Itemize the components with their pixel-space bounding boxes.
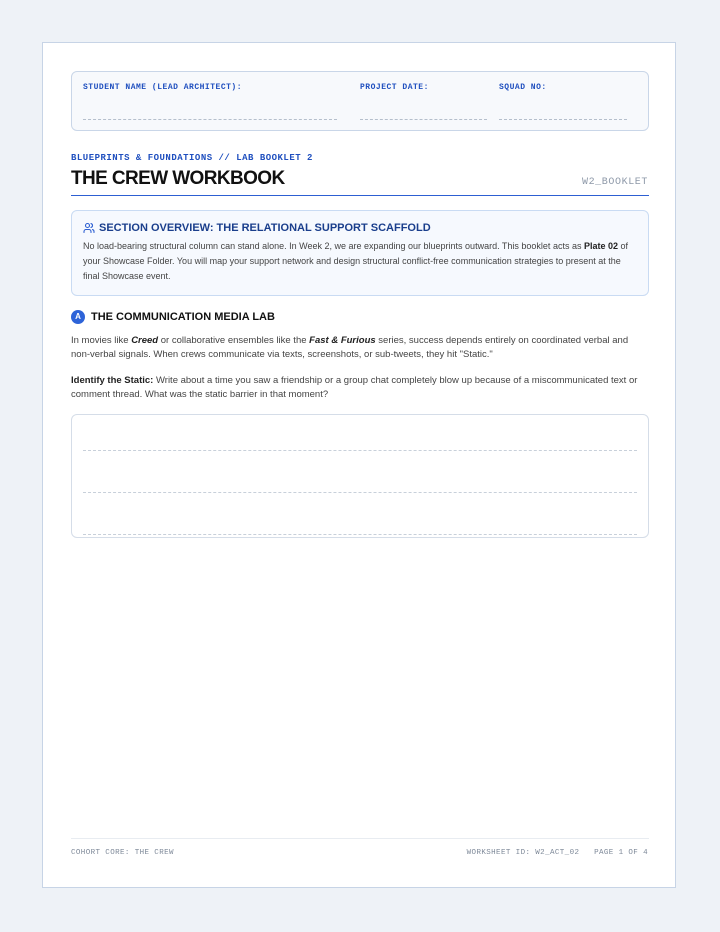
squad-no-field[interactable]: [499, 72, 627, 130]
page-number: PAGE 1 OF 4: [594, 849, 648, 857]
writing-line: [83, 534, 637, 535]
section-a-title: THE COMMUNICATION MEDIA LAB: [91, 311, 275, 323]
title-divider: [71, 195, 649, 196]
writing-line: [83, 492, 637, 493]
booklet-id: W2_BOOKLET: [581, 177, 648, 188]
squad-no-line: [499, 119, 627, 120]
section-badge: A: [71, 310, 85, 324]
worksheet-page: [42, 42, 676, 888]
student-name-label: STUDENT NAME (LEAD ARCHITECT):: [83, 83, 243, 92]
section-overview-box: [71, 210, 649, 296]
student-name-line: [83, 119, 337, 120]
prompt-label: Identify the Static:: [71, 375, 154, 386]
overview-body: No load-bearing structural column can stand alone. In Week 2, we are expanding our blueprints outward. This booklet acts as Plate 02 of your Showcase Folder. You will map your support network and design structural conflict-free communication strategies to present at the final Showcase event.: [83, 241, 628, 281]
footer-cohort: COHORT CORE: THE CREW: [71, 849, 174, 857]
page-title: THE CREW WORKBOOK: [71, 168, 285, 189]
project-date-field[interactable]: [360, 72, 487, 130]
series-eyebrow: BLUEPRINTS & FOUNDATIONS // LAB BOOKLET 2: [71, 153, 313, 163]
answer-writing-box[interactable]: [71, 414, 649, 538]
section-a-prompt: Identify the Static: Write about a time you saw a friendship or a group chat completely blow up because of a miscommunicated text or comment thread. What was the static barrier in that moment?: [71, 375, 638, 400]
footer-divider: [71, 838, 649, 839]
student-info-box: [71, 71, 649, 131]
users-icon: [83, 222, 95, 234]
student-name-field[interactable]: [83, 72, 337, 130]
worksheet-id: WORKSHEET ID: W2_ACT_02: [466, 849, 580, 857]
section-a-intro: In movies like Creed or collaborative ensembles like the Fast & Furious series, success depends entirely on coordinated verbal and non-verbal signals. When crews communicate via texts, screenshots, or sub-tweets, they hit "Static.": [71, 335, 629, 360]
writing-line: [83, 450, 637, 451]
overview-title: SECTION OVERVIEW: THE RELATIONAL SUPPORT SCAFFOLD: [99, 222, 431, 234]
project-date-label: PROJECT DATE:: [360, 83, 429, 92]
plate-reference: Plate 02: [583, 241, 618, 251]
project-date-line: [360, 119, 487, 120]
squad-no-label: SQUAD NO:: [499, 83, 547, 92]
footer-meta: [467, 849, 648, 857]
